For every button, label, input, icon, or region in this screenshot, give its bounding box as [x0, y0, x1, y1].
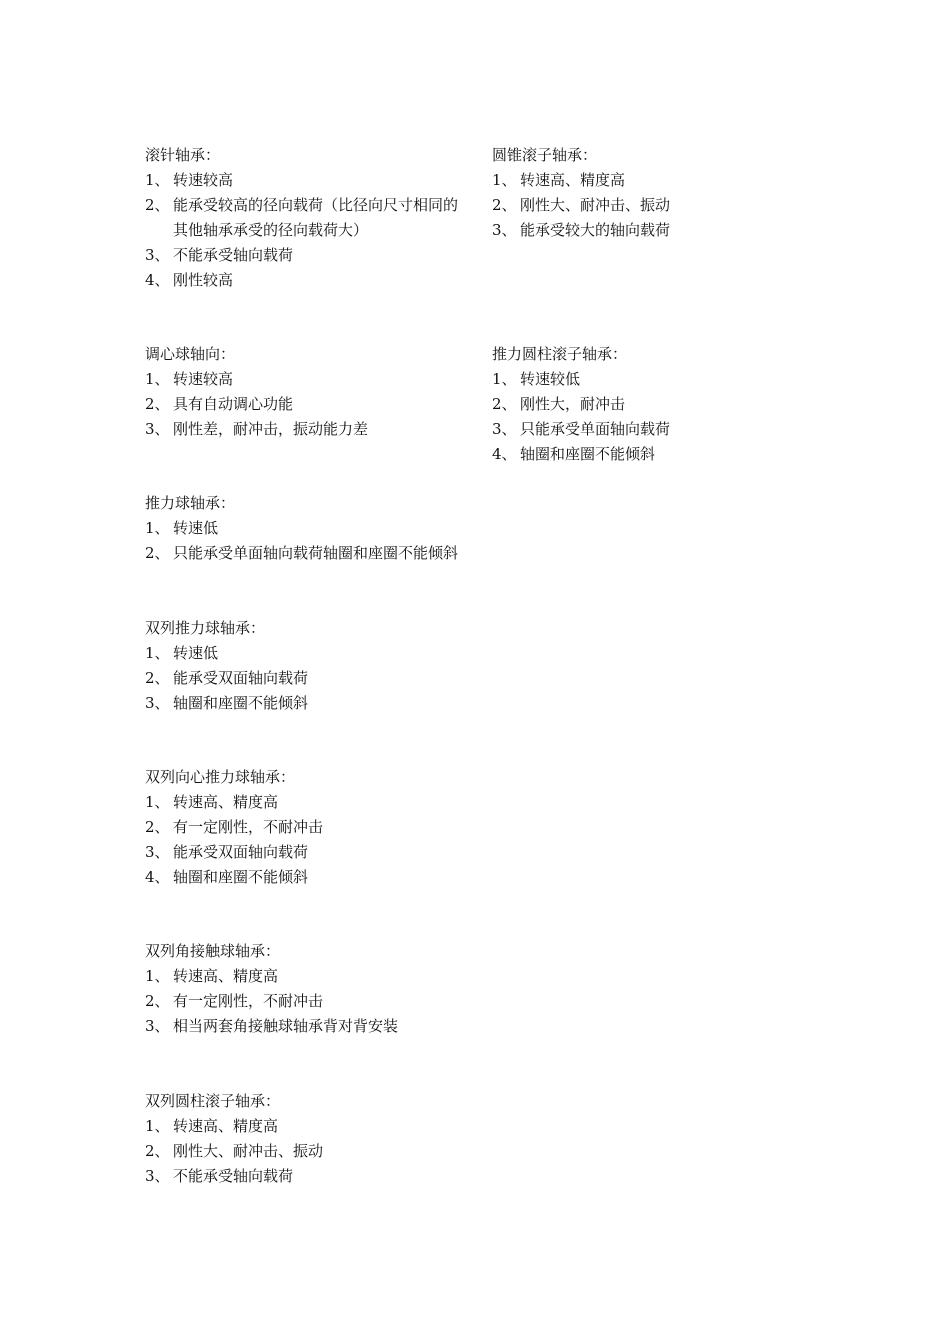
list-item — [145, 964, 465, 989]
item-number: 2、 — [145, 544, 170, 562]
list-item — [492, 367, 812, 392]
list-item — [145, 193, 465, 243]
item-number: 3、 — [145, 246, 170, 264]
list-item — [145, 1139, 465, 1164]
section-self-aligning-ball — [145, 342, 465, 442]
item-text: 刚性差，耐冲击，振动能力差 — [173, 420, 369, 438]
list-item — [145, 666, 465, 691]
item-number: 2、 — [492, 196, 517, 214]
list-item — [145, 989, 465, 1014]
item-number: 4、 — [145, 868, 170, 886]
item-text: 具有自动调心功能 — [173, 395, 294, 413]
item-text: 轴圈和座圈不能倾斜 — [520, 445, 656, 463]
item-text: 能承受较高的径向载荷（比径向尺寸相同的其他轴承承受的径向载荷大） — [173, 196, 459, 239]
section-title: 推力圆柱滚子轴承： — [492, 345, 628, 363]
section-double-thrust-ball — [145, 616, 465, 716]
section-needle-bearing — [145, 143, 465, 293]
section-title: 调心球轴向： — [145, 345, 236, 363]
section-title: 双列角接触球轴承： — [145, 942, 281, 960]
item-text: 不能承受轴向载荷 — [173, 246, 294, 264]
item-text: 能承受双面轴向载荷 — [173, 669, 309, 687]
section-double-cylindrical-roller — [145, 1089, 465, 1189]
item-text: 刚性大，耐冲击 — [520, 395, 626, 413]
item-text: 转速低 — [173, 644, 219, 662]
list-item — [145, 1164, 465, 1189]
section-double-radial-thrust-ball — [145, 765, 465, 890]
item-number: 2、 — [145, 992, 170, 1010]
list-item — [145, 541, 465, 566]
item-number: 2、 — [145, 1142, 170, 1160]
item-text: 有一定刚性，不耐冲击 — [173, 992, 324, 1010]
item-text: 刚性大、耐冲击、振动 — [173, 1142, 324, 1160]
item-number: 1、 — [145, 967, 170, 985]
item-text: 只能承受单面轴向载荷 — [520, 420, 671, 438]
list-item — [145, 815, 465, 840]
item-text: 不能承受轴向载荷 — [173, 1167, 294, 1185]
list-item — [145, 243, 465, 268]
item-number: 3、 — [492, 420, 517, 438]
item-text: 只能承受单面轴向载荷轴圈和座圈不能倾斜 — [173, 544, 459, 562]
list-item — [492, 392, 812, 417]
list-item — [145, 840, 465, 865]
item-text: 刚性大、耐冲击、振动 — [520, 196, 671, 214]
item-number: 4、 — [145, 271, 170, 289]
list-item — [492, 417, 812, 442]
item-number: 2、 — [145, 196, 170, 214]
item-text: 能承受双面轴向载荷 — [173, 843, 309, 861]
section-thrust-cylindrical-roller — [492, 342, 812, 467]
item-text: 刚性较高 — [173, 271, 234, 289]
item-number: 1、 — [145, 793, 170, 811]
item-number: 2、 — [145, 669, 170, 687]
list-item — [145, 1114, 465, 1139]
item-number: 1、 — [145, 519, 170, 537]
item-text: 转速高、精度高 — [173, 793, 279, 811]
item-number: 3、 — [145, 843, 170, 861]
item-number: 4、 — [492, 445, 517, 463]
list-item — [492, 442, 812, 467]
item-number: 3、 — [145, 420, 170, 438]
list-item — [145, 168, 465, 193]
item-text: 轴圈和座圈不能倾斜 — [173, 694, 309, 712]
item-number: 3、 — [492, 221, 517, 239]
item-text: 轴圈和座圈不能倾斜 — [173, 868, 309, 886]
list-item — [145, 367, 465, 392]
list-item — [145, 790, 465, 815]
item-number: 3、 — [145, 694, 170, 712]
item-text: 转速高、精度高 — [173, 1117, 279, 1135]
list-item — [145, 865, 465, 890]
item-number: 2、 — [492, 395, 517, 413]
item-text: 转速较低 — [520, 370, 581, 388]
item-number: 1、 — [145, 370, 170, 388]
section-thrust-ball — [145, 491, 465, 566]
section-tapered-roller — [492, 143, 812, 243]
list-item — [145, 417, 465, 442]
list-item — [492, 218, 812, 243]
right-column — [492, 143, 812, 467]
item-number: 2、 — [145, 395, 170, 413]
list-item — [492, 193, 812, 218]
section-title: 双列圆柱滚子轴承： — [145, 1092, 281, 1110]
list-item — [492, 168, 812, 193]
list-item — [145, 641, 465, 666]
section-title: 滚针轴承： — [145, 146, 221, 164]
item-number: 1、 — [492, 171, 517, 189]
item-text: 转速低 — [173, 519, 219, 537]
list-item — [145, 691, 465, 716]
list-item — [145, 268, 465, 293]
item-number: 1、 — [145, 644, 170, 662]
item-number: 1、 — [492, 370, 517, 388]
item-number: 3、 — [145, 1167, 170, 1185]
left-column — [145, 143, 465, 1189]
item-number: 3、 — [145, 1017, 170, 1035]
section-double-angular-contact-ball — [145, 939, 465, 1039]
item-text: 相当两套角接触球轴承背对背安装 — [173, 1017, 399, 1035]
item-text: 转速高、精度高 — [520, 171, 626, 189]
list-item — [145, 392, 465, 417]
section-title: 推力球轴承： — [145, 494, 236, 512]
section-title: 双列推力球轴承： — [145, 619, 266, 637]
list-item — [145, 516, 465, 541]
item-number: 1、 — [145, 1117, 170, 1135]
list-item — [145, 1014, 465, 1039]
item-number: 2、 — [145, 818, 170, 836]
item-text: 有一定刚性，不耐冲击 — [173, 818, 324, 836]
item-text: 转速较高 — [173, 171, 234, 189]
section-title: 双列向心推力球轴承： — [145, 768, 296, 786]
item-text: 转速高、精度高 — [173, 967, 279, 985]
item-text: 能承受较大的轴向载荷 — [520, 221, 671, 239]
item-number: 1、 — [145, 171, 170, 189]
item-text: 转速较高 — [173, 370, 234, 388]
section-title: 圆锥滚子轴承： — [492, 146, 598, 164]
